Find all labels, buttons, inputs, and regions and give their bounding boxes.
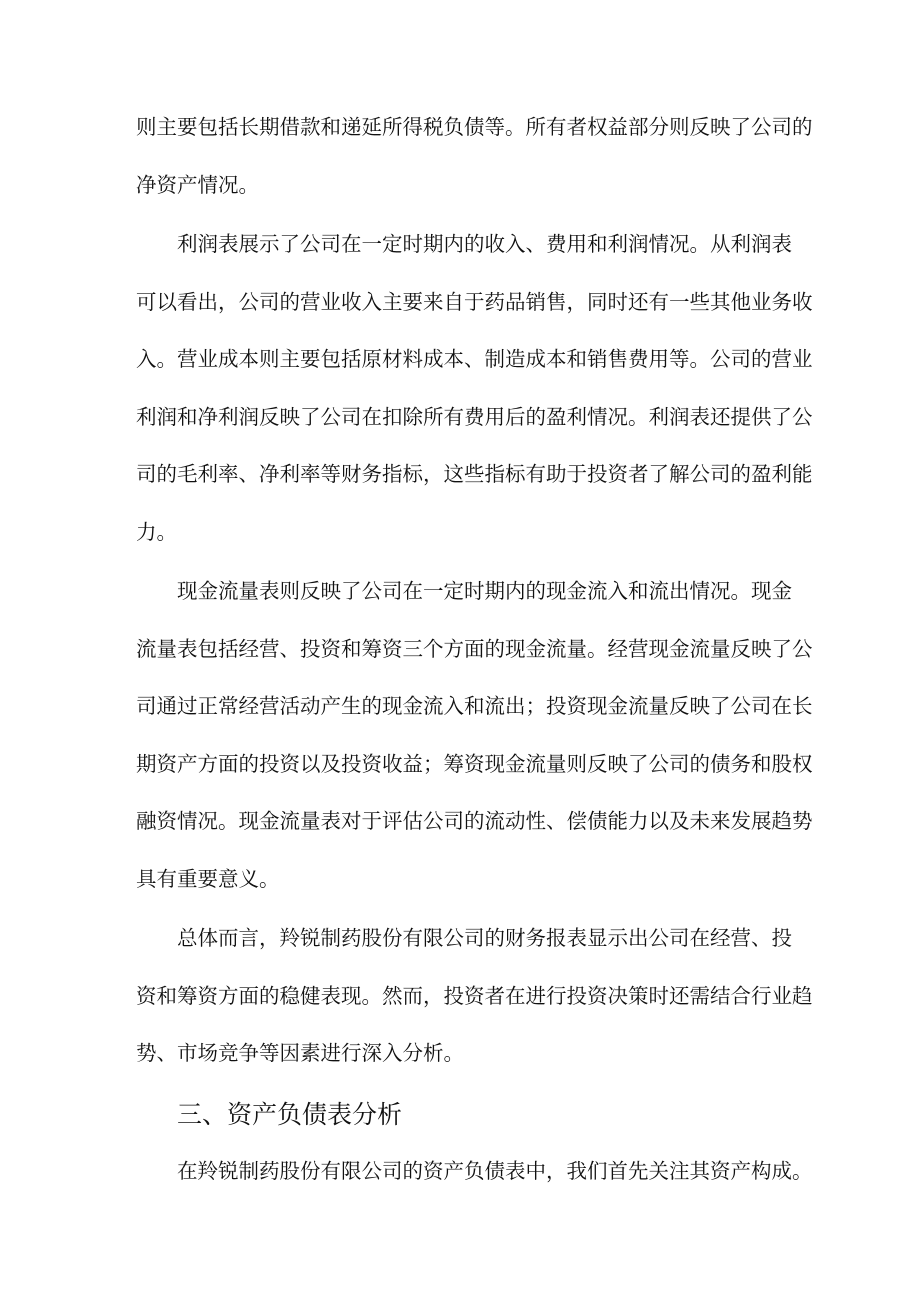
paragraph-2-line-1: 利润表展示了公司在一定时期内的收入、费用和利润情况。从利润表 xyxy=(177,232,792,256)
paragraph-2-line-6: 力。 xyxy=(136,520,177,544)
last-paragraph-line-1: 在羚锐制药股份有限公司的资产负债表中，我们首先关注其资产构成。 xyxy=(177,1159,813,1183)
paragraph-3-line-5: 融资情况。现金流量表对于评估公司的流动性、偿债能力以及未来发展趋势 xyxy=(136,809,813,833)
paragraph-3-line-2: 流量表包括经营、投资和筹资三个方面的现金流量。经营现金流量反映了公 xyxy=(136,637,813,661)
paragraph-4-line-3: 势、市场竞争等因素进行深入分析。 xyxy=(136,1041,464,1065)
paragraph-3-line-3: 司通过正常经营活动产生的现金流入和流出；投资现金流量反映了公司在长 xyxy=(136,694,813,718)
paragraph-4-line-1: 总体而言，羚锐制药股份有限公司的财务报表显示出公司在经营、投 xyxy=(177,926,792,950)
paragraph-2-line-4: 利润和净利润反映了公司在扣除所有费用后的盈利情况。利润表还提供了公 xyxy=(136,405,813,429)
paragraph-3-line-1: 现金流量表则反映了公司在一定时期内的现金流入和流出情况。现金 xyxy=(177,579,792,603)
paragraph-4-line-2: 资和筹资方面的稳健表现。然而，投资者在进行投资决策时还需结合行业趋 xyxy=(136,984,813,1008)
paragraph-1-line-2: 净资产情况。 xyxy=(136,173,259,197)
paragraph-2-line-3: 入。营业成本则主要包括原材料成本、制造成本和销售费用等。公司的营业 xyxy=(136,347,813,371)
section-heading: 三、资产负债表分析 xyxy=(177,1100,403,1129)
paragraph-2-line-5: 司的毛利率、净利率等财务指标，这些指标有助于投资者了解公司的盈利能 xyxy=(136,462,813,486)
paragraph-2-line-2: 可以看出，公司的营业收入主要来自于药品销售，同时还有一些其他业务收 xyxy=(136,290,813,314)
paragraph-1-line-1: 则主要包括长期借款和递延所得税负债等。所有者权益部分则反映了公司的 xyxy=(136,115,813,139)
paragraph-3-line-6: 具有重要意义。 xyxy=(136,867,280,891)
paragraph-3-line-4: 期资产方面的投资以及投资收益；筹资现金流量则反映了公司的债务和股权 xyxy=(136,752,813,776)
